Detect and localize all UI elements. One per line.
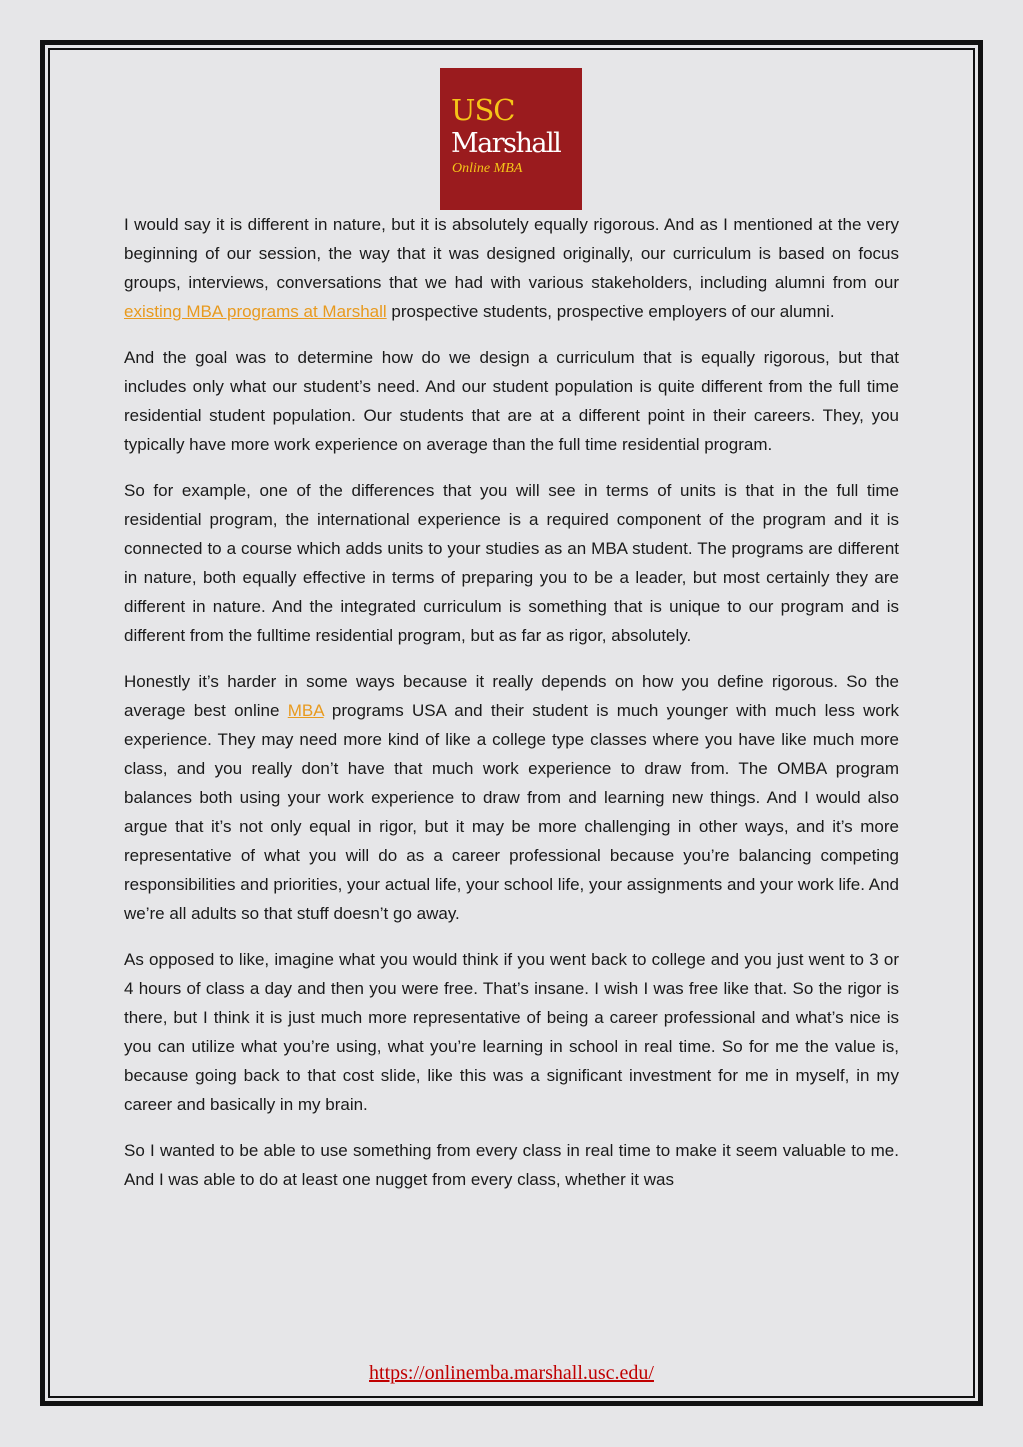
usc-marshall-logo [440, 68, 582, 210]
paragraph-5: As opposed to like, imagine what you would think if you went back to college and you just went to 3 or 4 hours of class a day and then you were free. That’s insane. I wish I was free like that. So the rigor is there, but I think it is just much more representative of being a career professional and what’s nice is you can utilize what you’re using, what you’re learning in school in real time. So for me the value is, because going back to that cost slide, like this was a significant investment for me in myself, in my career and basically in my brain. [124, 950, 899, 1114]
logo-line-marshall: Marshall [451, 128, 561, 159]
paragraph-6: So I wanted to be able to use something from every class in real time to make it seem valuable to me. And I was able to do at least one nugget from every class, whether it was [124, 1141, 899, 1189]
paragraph-2: And the goal was to determine how do we design a curriculum that is equally rigorous, but that includes only what our student’s need. And our student population is quite different from the full time residential student population. Our students that are at a different point in their careers. They, you typically have more work experience on average than the full time residential program. [124, 348, 899, 454]
paragraph-4 [124, 667, 899, 928]
paragraph-1 [124, 210, 899, 326]
logo-line-usc: USC [451, 93, 515, 127]
existing-mba-programs-link[interactable]: existing MBA programs at Marshall [124, 302, 387, 321]
mba-link[interactable]: MBA [287, 701, 324, 720]
logo-line-online-mba: Online MBA [452, 161, 523, 176]
footer-url-link[interactable]: https://onlinemba.marshall.usc.edu/ [369, 1362, 654, 1384]
footer [0, 1361, 1023, 1385]
paragraph-1-text-before: I would say it is different in nature, but it is absolutely equally rigorous. And as I mentioned at the very beginning of our session, the way that it was designed originally, our curriculum is based on focus groups, interviews, conversations that we had with various stakeholders, including alumni from our [124, 215, 899, 292]
paragraph-4-text-before: Honestly it’s harder in some ways because it really depends on how you define rigorous. So the average best online [124, 672, 899, 720]
paragraph-3: So for example, one of the differences that you will see in terms of units is that in the full time residential program, the international experience is a required component of the program and it is connected to a course which adds units to your studies as an MBA student. The programs are different in nature, both equally effective in terms of preparing you to be a leader, but most certainly they are different in nature. And the integrated curriculum is something that is unique to our program and is different from the fulltime residential program, but as far as rigor, absolutely. [124, 481, 899, 645]
paragraph-4-text-after: programs USA and their student is much younger with much less work experience. They may need more kind of like a college type classes where you have like much more class, and you really don’t have that much work experience to draw from. The OMBA program balances both using your work experience to draw from and learning new things. And I would also argue that it’s not only equal in rigor, but it may be more challenging in other ways, and it’s more representative of what you will do as a career professional because you’re balancing competing responsibilities and priorities, your actual life, your school life, your assignments and your work life. And we’re all adults so that stuff doesn’t go away. [124, 701, 900, 923]
article-body [124, 210, 899, 1211]
paragraph-1-text-after: prospective students, prospective employers of our alumni. [386, 302, 835, 321]
